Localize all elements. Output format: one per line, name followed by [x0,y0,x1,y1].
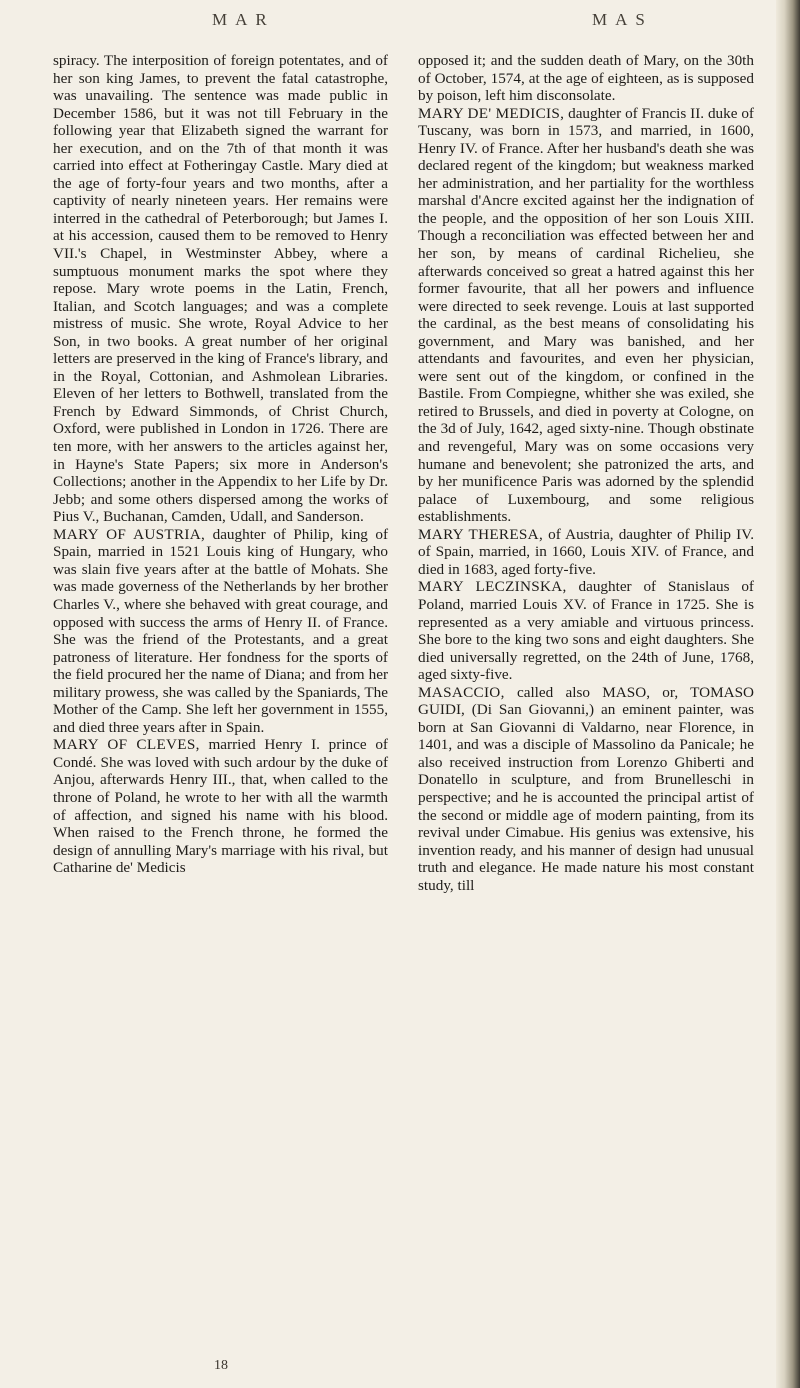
entry-headword: MARY LECZINSKA, [418,578,567,596]
entry-paragraph [53,52,388,526]
left-column [53,52,388,877]
entry-text: of Austria, daughter of Philip IV. of Spain, married, in 1660, Louis XIV. of France, and died in 1683, aged forty-five. [418,525,755,578]
page-number: 18 [214,1358,228,1373]
entry-headword: MASACCIO, [418,683,505,701]
entry-text: daughter of Philip, king of Spain, married in 1521 Louis king of Hungary, who was slain five years after at the battle of Mohats. She was made governess of the Netherlands by her brother Charles V., where she behaved with great courage, and opposed with success the arms of Henry II. of France. She was the friend of the Protestants, and a great patroness of literature. Her fondness for the sports of the field procured her the name of Diana; and from her military prowess, she was called by the Spaniards, The Mother of the Camp. She left her government in 1555, and died three years after in Spain. [53,525,389,736]
running-head-right: MAS [592,10,653,29]
entry-paragraph [418,526,754,579]
entry-paragraph [418,105,754,526]
entry-text: spiracy. The interposition of foreign potentates, and of her son king James, to prevent the fatal catastrophe, was unavailing. The sentence was made public in December 1586, but it was not till February in the following year that Elizabeth signed the warrant for her execution, and on the 7th of that month it was carried into effect at Fotheringay Castle. Mary died at the age of forty-four years and two months, after a captivity of nearly nineteen years. Her remains were interred in the cathedral of Peterborough; but James I. at his accession, caused them to be removed to Henry VII.'s Chapel, in Westminster Abbey, where a sumptuous monument marks the spot where they repose. Mary wrote poems in the Latin, French, Italian, and Scotch languages; and was a complete mistress of music. She wrote, Royal Advice to her Son, in two books. A great number of her original letters are preserved in the king of France's library, and in the Royal, Cottonian, and Ashmolean Libraries. Eleven of her letters to Bothwell, translated from the French by Edward Simmonds, of Christ Church, Oxford, were published in London in 1726. There are ten more, with her answers to the articles against her, in Hayne's State Papers; six more in Anderson's Collections; another in the Appendix to her Life by Dr. Jebb; and some others dispersed among the works of Pius V., Buchanan, Camden, Udall, and Sanderson. [53,52,388,526]
entry-text: daughter of Stanislaus of Poland, married Louis XV. of France in 1725. She is represented as a very amiable and virtuous princess. She bore to the king two sons and eight daughters. She died universally regretted, on the 24th of June, 1768, aged sixty-five. [418,578,754,684]
entry-text: married Henry I. prince of Condé. She was loved with such ardour by the duke of Anjou, afterwards Henry III., that, when called to the throne of Poland, he wrote to her with all the warmth of affection, and signed his name with his blood. When raised to the French throne, he formed the design of annulling Mary's marriage with his rival, but Catharine de' Medicis [53,736,388,877]
entry-paragraph [53,526,388,737]
entry-headword: MARY DE' MEDICIS, [418,104,565,122]
entry-text: opposed it; and the sudden death of Mary, on the 30th of October, 1574, at the age of eighteen, as is supposed by poison, left him disconsolate. [418,52,754,105]
entry-paragraph [418,684,754,895]
right-column [418,52,754,894]
entry-headword: MARY THERESA, [418,525,544,543]
entry-text: called also MASO, or, TOMASO GUIDI, (Di San Giovanni,) an eminent painter, was born at San Giovanni di Valdarno, near Florence, in 1401, and was a disciple of Massolino da Panicale; he also received instruction from Lorenzo Ghiberti and Donatello in sculpture, and from Brunelleschi in perspective; and he is accounted the principal artist of the second or middle age of modern painting, from its revival under Cimabue. His genius was extensive, his invention ready, and his manner of design had unusual truth and elegance. He made nature his most constant study, till [418,683,755,894]
entry-paragraph [418,578,754,683]
entry-text: daughter of Francis II. duke of Tuscany, was born in 1573, and married, in 1600, Henry IV. of France. After her husband's death she was declared regent of the kingdom; but weakness marked her administration, and her partiality for the worthless marshal d'Ancre excited against her the indignation of the people, and the opposition of her son Louis XIII. Though a reconciliation was effected between her and her son, by means of cardinal Richelieu, she afterwards conceived so great a hatred against this her former favourite, that all her powers and influence were directed to seek revenge. Louis at last supported the cardinal, as the best means of consolidating his government, and Mary was banished, and her attendants and favourites, and even her physician, were sent out of the kingdom, or confined in the Bastile. From Compiegne, whither she was exiled, she retired to Brussels, and died in poverty at Cologne, on the 3d of July, 1642, aged sixty-nine. Though obstinate and revengeful, Mary was on some occasions very humane and benevolent; she patronized the arts, and by her munificence Paris was adorned by the splendid palace of Luxembourg, and some religious establishments. [418,104,754,526]
entry-headword: MARY OF AUSTRIA, [53,525,206,543]
running-head-left: MAR [212,10,275,29]
entry-paragraph [53,736,388,876]
entry-headword: MARY OF CLEVES, [53,736,200,754]
entry-paragraph [418,52,754,105]
page-edge-shadow [776,0,800,1388]
